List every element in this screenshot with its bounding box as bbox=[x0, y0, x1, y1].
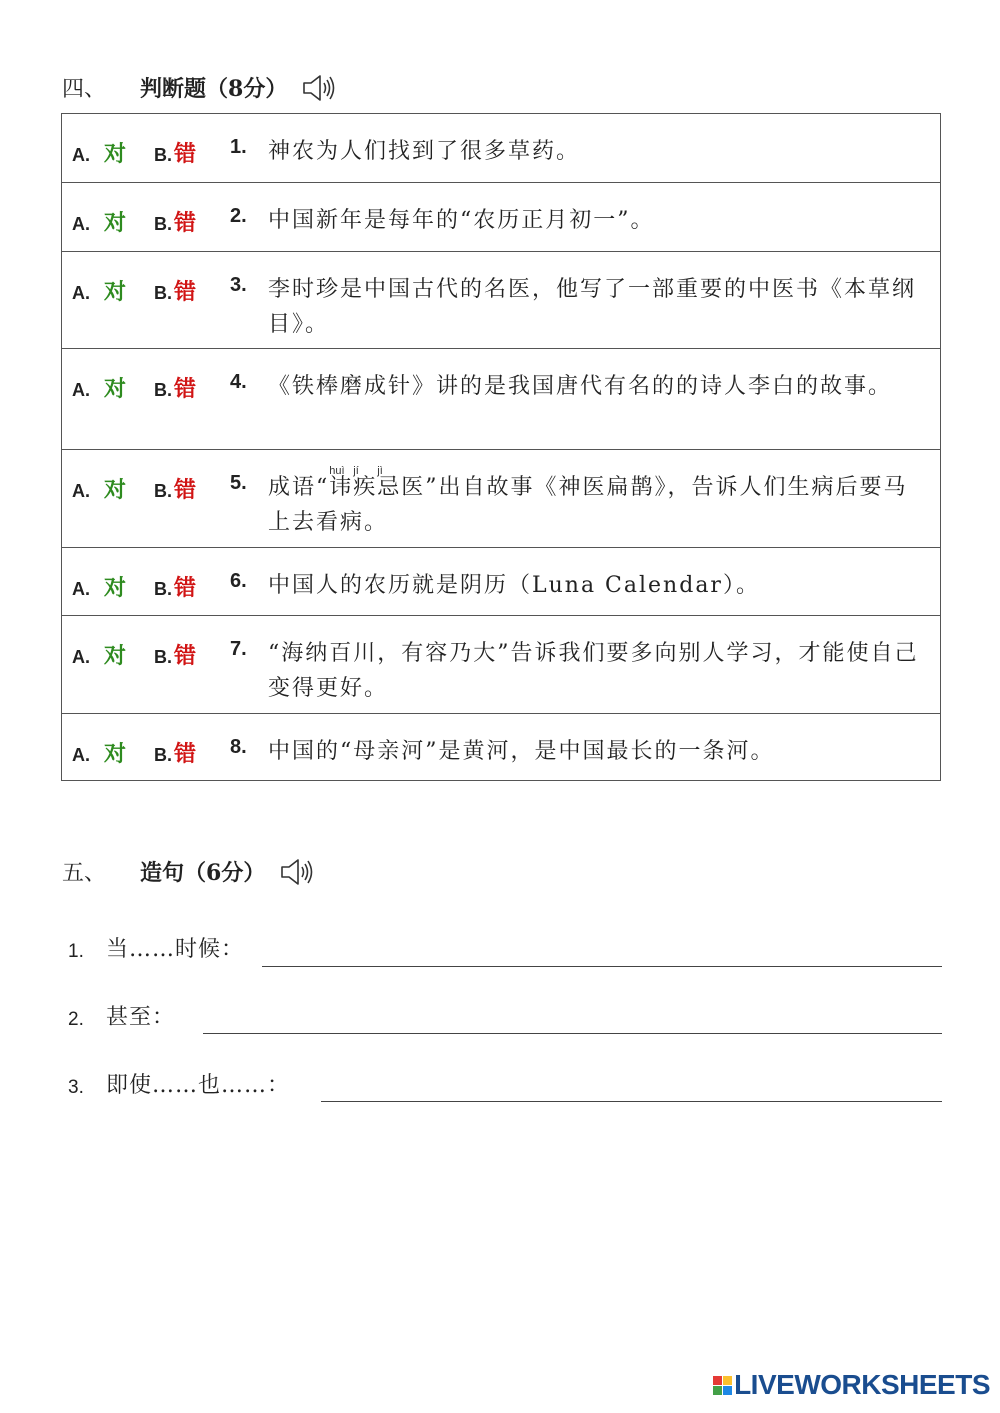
option-word: 错 bbox=[174, 477, 197, 503]
sentence-number: 3. bbox=[68, 1077, 84, 1098]
option-letter: B. bbox=[154, 481, 173, 501]
section-4-heading bbox=[62, 72, 337, 103]
sentence-item-2 bbox=[68, 1000, 175, 1031]
answer-input-2[interactable] bbox=[203, 1003, 942, 1034]
option-letter: B. bbox=[154, 579, 173, 599]
question-row bbox=[62, 616, 941, 714]
logo-mark-icon bbox=[713, 1376, 732, 1395]
option-letter: A. bbox=[72, 145, 90, 165]
option-letter: A. bbox=[72, 283, 90, 303]
option-word: 对 bbox=[104, 643, 127, 669]
question-number: 6. bbox=[230, 570, 247, 592]
option-false[interactable] bbox=[154, 737, 196, 768]
option-word: 对 bbox=[104, 741, 127, 767]
question-text: 中国新年是每年的“农历正月初一”。 bbox=[268, 208, 655, 233]
question-text: 中国人的农历就是阴历（Luna Calendar）。 bbox=[268, 573, 760, 598]
question-row bbox=[62, 183, 941, 252]
answer-options bbox=[72, 372, 230, 403]
pinyin-char bbox=[353, 465, 378, 505]
pinyin-annotation: jì bbox=[377, 465, 383, 477]
option-word: 对 bbox=[104, 141, 127, 167]
question-text: 中国的“母亲河”是黄河，是中国最长的一条河。 bbox=[268, 739, 775, 764]
question-text: “海纳百川，有容乃大”告诉我们要多向别人学习，才能使自己变得更好。 bbox=[268, 641, 919, 701]
answer-input-1[interactable] bbox=[262, 936, 942, 967]
sentence-prompt: 当……时候： bbox=[106, 937, 245, 962]
option-false[interactable] bbox=[154, 571, 196, 602]
option-true[interactable] bbox=[72, 639, 126, 670]
question-number: 8. bbox=[230, 736, 247, 758]
option-letter: A. bbox=[72, 481, 90, 501]
question-text: 《铁棒磨成针》讲的是我国唐代有名的的诗人李白的故事。 bbox=[268, 374, 893, 399]
section-number: 四、 bbox=[62, 77, 107, 102]
section-number: 五、 bbox=[62, 861, 107, 886]
option-true[interactable] bbox=[72, 206, 126, 237]
section-title: 判断题（8分） bbox=[140, 76, 288, 102]
question-number: 3. bbox=[230, 274, 247, 296]
pinyin-char bbox=[377, 465, 402, 505]
question-number: 7. bbox=[230, 638, 247, 660]
answer-options bbox=[72, 275, 230, 306]
option-false[interactable] bbox=[154, 473, 196, 504]
answer-options bbox=[72, 737, 230, 768]
answer-options bbox=[72, 473, 230, 504]
option-false[interactable] bbox=[154, 137, 196, 168]
sentence-prompt: 甚至： bbox=[106, 1005, 176, 1030]
hanzi: 讳 bbox=[329, 475, 354, 500]
logo-square bbox=[713, 1376, 722, 1385]
option-false[interactable] bbox=[154, 639, 196, 670]
text-part: 医”出自故事《神医扁鹊》，告诉人们生病后要马上去看病。 bbox=[268, 475, 908, 535]
question-number: 2. bbox=[230, 205, 247, 227]
speaker-icon[interactable] bbox=[301, 73, 337, 103]
option-false[interactable] bbox=[154, 372, 196, 403]
section-5-heading bbox=[62, 856, 315, 887]
option-word: 对 bbox=[104, 210, 127, 236]
logo-text: LIVEWORKSHEETS bbox=[734, 1369, 990, 1400]
option-word: 错 bbox=[174, 376, 197, 402]
text-part: 成语“ bbox=[268, 475, 330, 500]
option-true[interactable] bbox=[72, 737, 126, 768]
sentence-item-1 bbox=[68, 932, 244, 963]
question-text: 李时珍是中国古代的名医，他写了一部重要的中医书《本草纲目》。 bbox=[268, 277, 917, 337]
option-letter: B. bbox=[154, 145, 173, 165]
option-true[interactable] bbox=[72, 473, 126, 504]
answer-options bbox=[72, 571, 230, 602]
option-true[interactable] bbox=[72, 137, 126, 168]
sentence-number: 1. bbox=[68, 941, 84, 962]
option-word: 错 bbox=[174, 741, 197, 767]
option-false[interactable] bbox=[154, 275, 196, 306]
answer-options bbox=[72, 639, 230, 670]
logo-square bbox=[723, 1376, 732, 1385]
question-row bbox=[62, 548, 941, 616]
liveworksheets-logo bbox=[713, 1369, 990, 1401]
option-letter: B. bbox=[154, 214, 173, 234]
question-row bbox=[62, 349, 941, 450]
logo-square bbox=[713, 1386, 722, 1395]
logo-square bbox=[723, 1386, 732, 1395]
option-letter: A. bbox=[72, 745, 90, 765]
option-letter: B. bbox=[154, 380, 173, 400]
hanzi: 忌 bbox=[377, 475, 402, 500]
option-true[interactable] bbox=[72, 571, 126, 602]
option-word: 错 bbox=[174, 279, 197, 305]
sentence-prompt: 即使……也……： bbox=[106, 1073, 291, 1098]
pinyin-char bbox=[329, 465, 354, 505]
option-word: 错 bbox=[174, 575, 197, 601]
pinyin-annotation: jí bbox=[353, 465, 359, 477]
sentence-number: 2. bbox=[68, 1009, 84, 1030]
sentence-item-3 bbox=[68, 1068, 290, 1099]
question-text: 神农为人们找到了很多草药。 bbox=[268, 139, 581, 164]
option-false[interactable] bbox=[154, 206, 196, 237]
question-row bbox=[62, 252, 941, 349]
option-letter: A. bbox=[72, 380, 90, 400]
question-number: 5. bbox=[230, 472, 247, 494]
section-title: 造句（6分） bbox=[140, 860, 266, 886]
option-word: 错 bbox=[174, 141, 197, 167]
question-row bbox=[62, 114, 941, 183]
question-text bbox=[268, 465, 930, 540]
option-word: 对 bbox=[104, 477, 127, 503]
answer-options bbox=[72, 206, 230, 237]
option-letter: A. bbox=[72, 579, 90, 599]
option-letter: B. bbox=[154, 647, 173, 667]
question-row bbox=[62, 714, 941, 781]
pinyin-annotation: huì bbox=[329, 465, 345, 477]
option-letter: B. bbox=[154, 745, 173, 765]
option-true[interactable] bbox=[72, 275, 126, 306]
option-word: 错 bbox=[174, 643, 197, 669]
option-letter: B. bbox=[154, 283, 173, 303]
option-true[interactable] bbox=[72, 372, 126, 403]
option-word: 对 bbox=[104, 575, 127, 601]
option-word: 对 bbox=[104, 279, 127, 305]
question-row bbox=[62, 450, 941, 548]
true-false-table bbox=[61, 113, 941, 781]
option-letter: A. bbox=[72, 214, 90, 234]
option-word: 对 bbox=[104, 376, 127, 402]
speaker-icon[interactable] bbox=[279, 857, 315, 887]
answer-options bbox=[72, 137, 230, 168]
answer-input-3[interactable] bbox=[321, 1071, 942, 1102]
question-number: 4. bbox=[230, 371, 247, 393]
hanzi: 疾 bbox=[353, 475, 378, 500]
question-number: 1. bbox=[230, 136, 247, 158]
option-word: 错 bbox=[174, 210, 197, 236]
option-letter: A. bbox=[72, 647, 90, 667]
